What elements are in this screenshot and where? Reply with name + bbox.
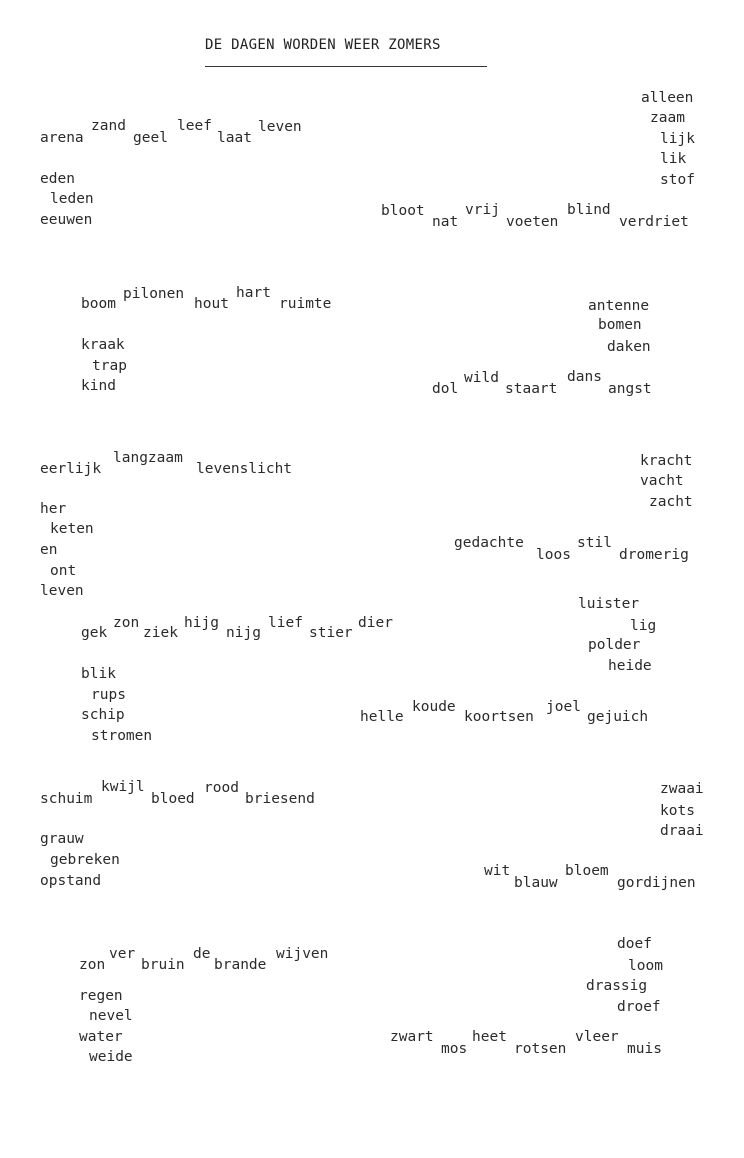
poem-word: leden <box>50 191 94 207</box>
poem-word: loom <box>628 958 663 974</box>
poem-word: muis <box>627 1041 662 1057</box>
poem-word: voeten <box>506 214 559 230</box>
poem-word: en <box>40 542 58 558</box>
poem-word: stromen <box>91 728 153 744</box>
poem-word: wild <box>464 370 499 386</box>
poem-word: verdriet <box>619 214 689 230</box>
poem-word: ont <box>50 563 77 579</box>
poem-word: zwart <box>390 1029 434 1045</box>
poem-word: bloed <box>151 791 195 807</box>
poem-word: vacht <box>640 473 684 489</box>
poem-word: regen <box>79 988 123 1004</box>
poem-word: kracht <box>640 453 693 469</box>
poem-word: alleen <box>641 90 694 106</box>
poem-word: kraak <box>81 337 125 353</box>
poem-word: heide <box>608 658 652 674</box>
poem-word: drassig <box>586 978 648 994</box>
poem-word: draai <box>660 823 704 839</box>
poem-word: wijven <box>276 946 329 962</box>
poem-word: brande <box>214 957 267 973</box>
poem-word: daken <box>607 339 651 355</box>
poem-word: zacht <box>649 494 693 510</box>
poem-word: vleer <box>575 1029 619 1045</box>
poem-word: ruimte <box>279 296 332 312</box>
poem-word: schip <box>81 707 125 723</box>
poem-word: her <box>40 501 67 517</box>
poem-word: leef <box>177 118 212 134</box>
poem-word: koude <box>412 699 456 715</box>
poem-word: koortsen <box>464 709 534 725</box>
poem-word: loos <box>536 547 571 563</box>
poem-word: gek <box>81 625 108 641</box>
poem-word: geel <box>133 130 168 146</box>
poem-word: hout <box>194 296 229 312</box>
poem-word: pilonen <box>123 286 185 302</box>
poem-word: opstand <box>40 873 102 889</box>
poem-word: lijk <box>660 131 695 147</box>
poem-word: weide <box>89 1049 133 1065</box>
poem-word: dol <box>432 381 459 397</box>
poem-word: kots <box>660 803 695 819</box>
poem-word: keten <box>50 521 94 537</box>
poem-word: antenne <box>588 298 650 314</box>
poem-word: nat <box>432 214 459 230</box>
poem-word: stier <box>309 625 353 641</box>
poem-word: rood <box>204 780 239 796</box>
poem-word: arena <box>40 130 84 146</box>
poem-word: gordijnen <box>617 875 696 891</box>
poem-word: leven <box>258 119 302 135</box>
poem-word: eeuwen <box>40 212 93 228</box>
poem-word: laat <box>217 130 252 146</box>
poem-word: leven <box>40 583 84 599</box>
poem-word: trap <box>92 358 127 374</box>
poem-word: zwaai <box>660 781 704 797</box>
poem-word: droef <box>617 999 661 1015</box>
poem-word: briesend <box>245 791 315 807</box>
poem-word: eden <box>40 171 75 187</box>
poem-word: nijg <box>226 625 261 641</box>
poem-word: wit <box>484 863 511 879</box>
poem-title: DE DAGEN WORDEN WEER ZOMERS <box>205 37 441 53</box>
poem-word: hart <box>236 285 271 301</box>
poem-word: lig <box>630 618 657 634</box>
poem-word: dans <box>567 369 602 385</box>
poem-word: de <box>193 946 211 962</box>
poem-word: stil <box>577 535 612 551</box>
poem-word: angst <box>608 381 652 397</box>
poem-word: zon <box>79 957 106 973</box>
poem-word: schuim <box>40 791 93 807</box>
poem-word: blauw <box>514 875 558 891</box>
poem-word: heet <box>472 1029 507 1045</box>
poem-word: levenslicht <box>196 461 293 477</box>
poem-word: grauw <box>40 831 84 847</box>
poem-word: stof <box>660 172 695 188</box>
poem-word: staart <box>505 381 558 397</box>
poem-word: zon <box>113 615 140 631</box>
title-underline <box>205 66 487 67</box>
poem-word: zand <box>91 118 126 134</box>
poem-word: hijg <box>184 615 219 631</box>
poem-word: polder <box>588 637 641 653</box>
poem-word: helle <box>360 709 404 725</box>
poem-word: eerlijk <box>40 461 102 477</box>
poem-word: dier <box>358 615 393 631</box>
poem-word: bloot <box>381 203 425 219</box>
poem-word: ver <box>109 946 136 962</box>
poem-word: nevel <box>89 1008 133 1024</box>
poem-word: ziek <box>143 625 178 641</box>
poem-word: luister <box>578 596 640 612</box>
poem-word: gedachte <box>454 535 524 551</box>
poem-word: blik <box>81 666 116 682</box>
poem-word: zaam <box>650 110 685 126</box>
poem-word: mos <box>441 1041 468 1057</box>
poem-word: boom <box>81 296 116 312</box>
poem-word: bomen <box>598 317 642 333</box>
poem-word: bruin <box>141 957 185 973</box>
poem-word: vrij <box>465 202 500 218</box>
poem-word: doef <box>617 936 652 952</box>
poem-word: kwijl <box>101 779 145 795</box>
poem-word: bloem <box>565 863 609 879</box>
poem-word: langzaam <box>113 450 183 466</box>
poem-word: rotsen <box>514 1041 567 1057</box>
poem-word: blind <box>567 202 611 218</box>
poem-word: lief <box>268 615 303 631</box>
poem-word: dromerig <box>619 547 689 563</box>
poem-word: kind <box>81 378 116 394</box>
poem-word: water <box>79 1029 123 1045</box>
poem-word: gebreken <box>50 852 120 868</box>
poem-word: gejuich <box>587 709 649 725</box>
poem-word: lik <box>660 151 687 167</box>
poem-word: joel <box>546 699 581 715</box>
poem-word: rups <box>91 687 126 703</box>
